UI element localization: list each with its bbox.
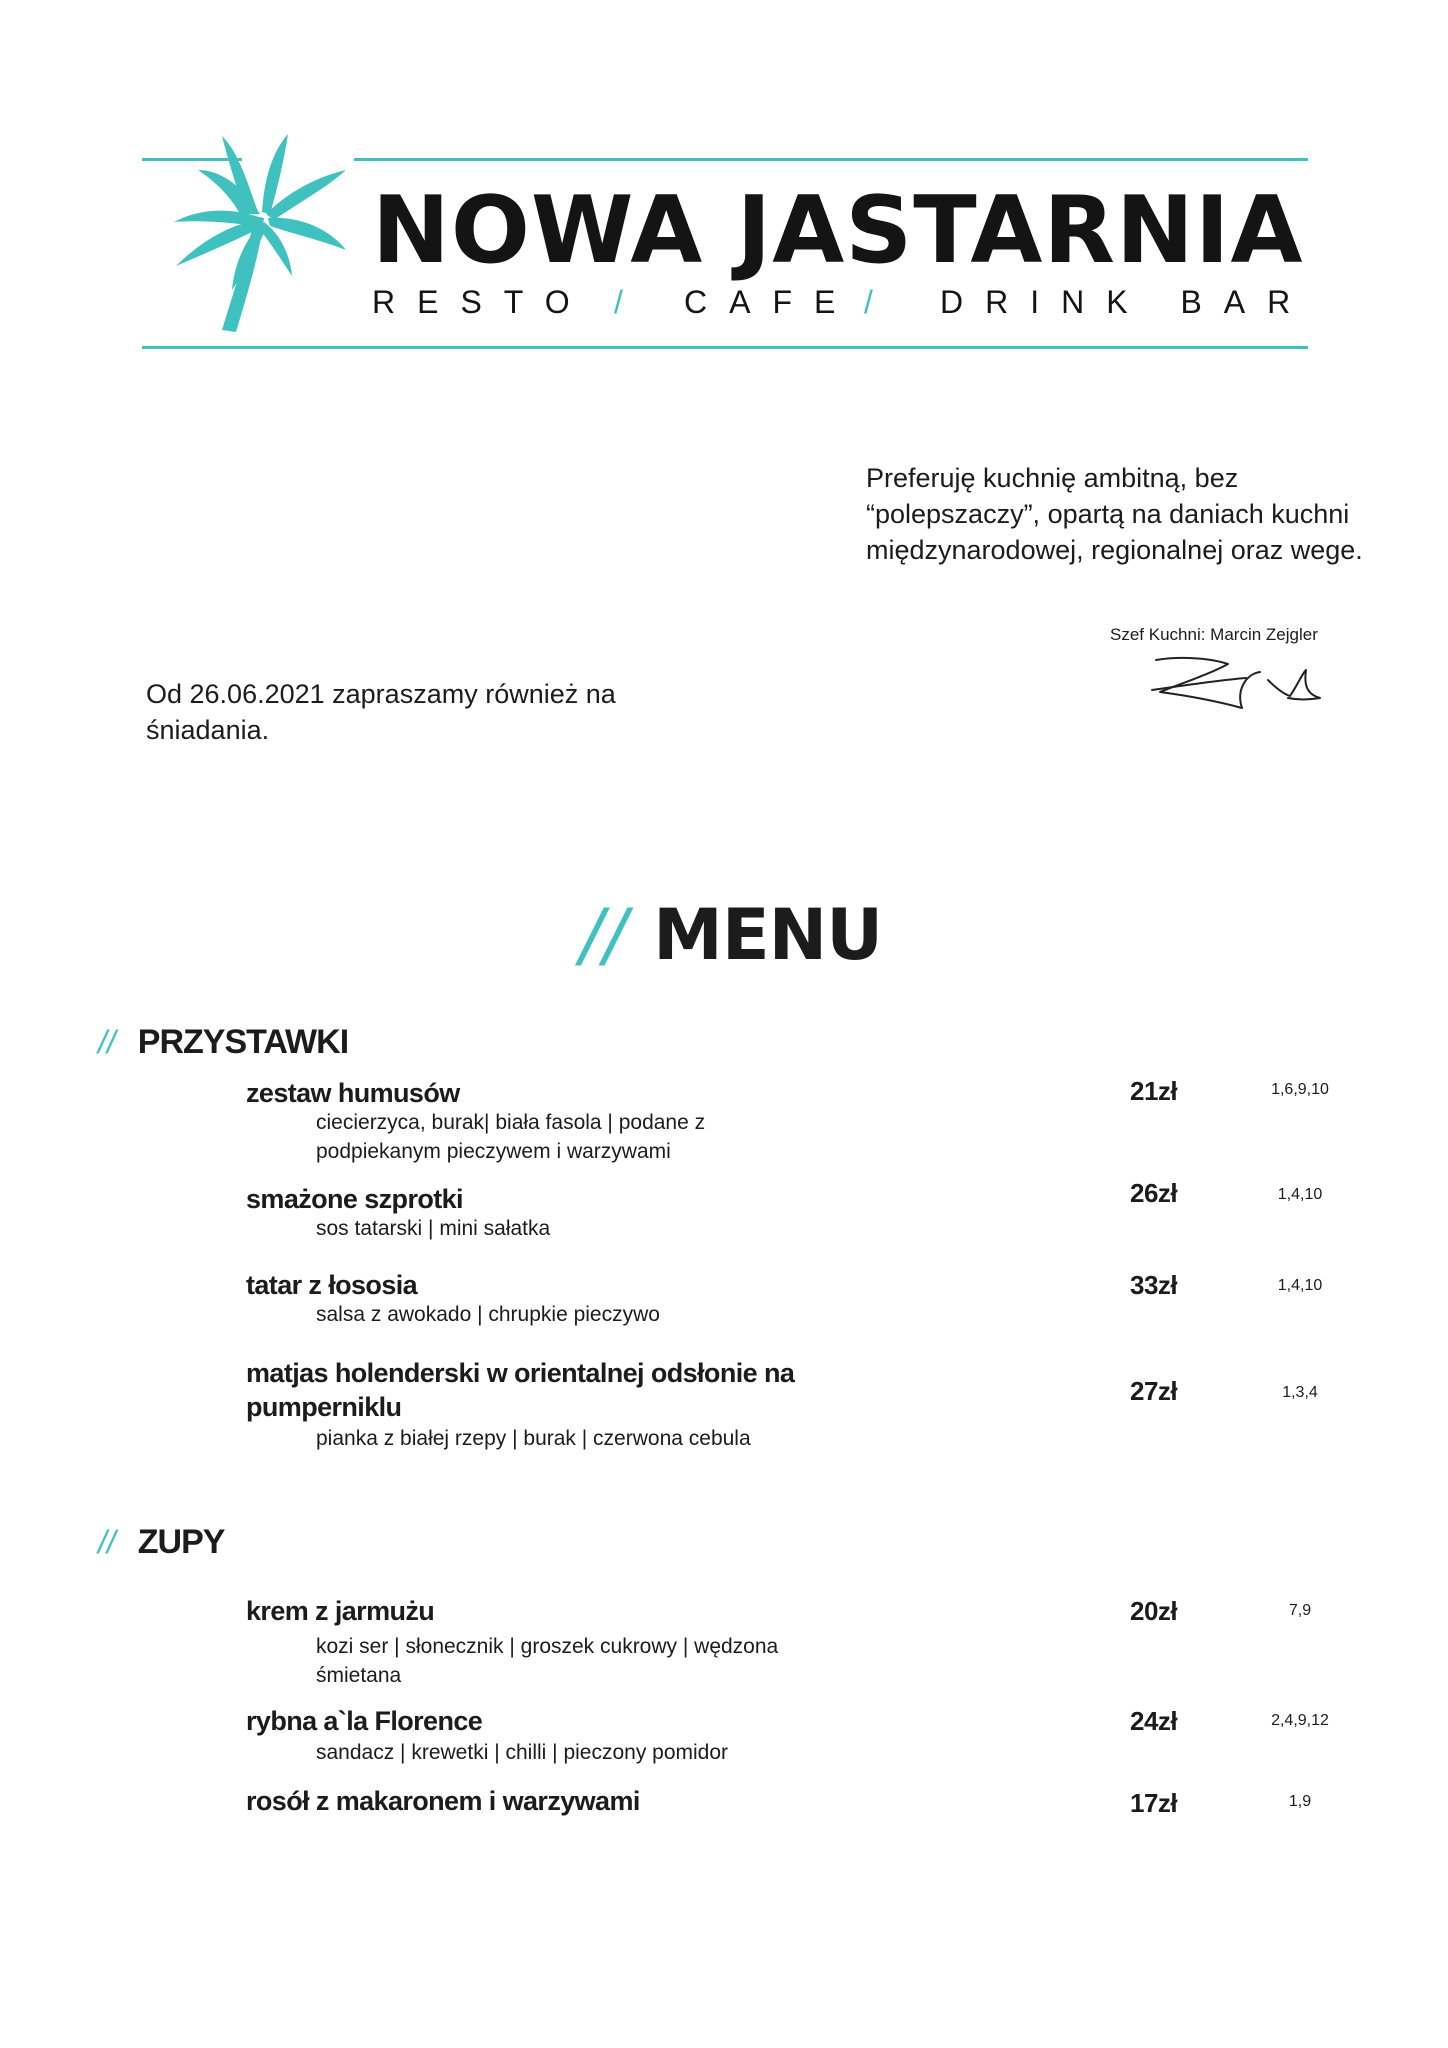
item-name: krem z jarmużu bbox=[246, 1596, 435, 1626]
chef-quote: Preferuję kuchnię ambitną, bez “polepszaczy”, opartą na daniach kuchni międzynarodowej, regionalnej oraz wege. bbox=[866, 463, 1363, 565]
menu-title bbox=[580, 890, 882, 980]
palm-tree-icon bbox=[160, 130, 365, 335]
header-bottom-rule bbox=[142, 346, 1308, 349]
item-price: 20zł bbox=[1130, 1596, 1178, 1626]
tagline-separator: / bbox=[864, 284, 873, 320]
item-allergens: 7,9 bbox=[1288, 1602, 1312, 1619]
item-allergens: 1,4,10 bbox=[1277, 1186, 1323, 1203]
item-price: 21zł bbox=[1130, 1076, 1178, 1106]
item-name: rosół z makaronem i warzywami bbox=[246, 1786, 640, 1816]
item-description: kozi ser | słonecznik | groszek cukrowy | wędzona śmietana bbox=[316, 1635, 779, 1687]
item-price: 27zł bbox=[1130, 1376, 1178, 1406]
breakfast-note: Od 26.06.2021 zapraszamy również na śniadania. bbox=[146, 679, 616, 745]
item-price: 33zł bbox=[1130, 1270, 1178, 1300]
header-top-rule-right bbox=[354, 158, 1308, 161]
item-description: salsa z awokado | chrupkie pieczywo bbox=[316, 1303, 660, 1326]
menu-title-word: MENU bbox=[653, 894, 883, 976]
section-slashes: // bbox=[98, 1024, 116, 1060]
chef-name: Szef Kuchni: Marcin Zejgler bbox=[1110, 625, 1318, 644]
section-header-przystawki bbox=[98, 1020, 348, 1064]
brand-name: NOWA JASTARNIA bbox=[372, 176, 1304, 284]
tagline bbox=[372, 282, 1313, 322]
item-allergens: 1,4,10 bbox=[1277, 1277, 1323, 1294]
item-allergens: 1,3,4 bbox=[1282, 1384, 1318, 1401]
item-price: 17zł bbox=[1130, 1788, 1178, 1818]
tagline-cafe: CAFE bbox=[684, 284, 858, 320]
item-description: sandacz | krewetki | chilli | pieczony pomidor bbox=[316, 1741, 729, 1764]
chef-signature bbox=[1150, 650, 1325, 715]
item-price: 24zł bbox=[1130, 1706, 1178, 1736]
menu-slashes: // bbox=[580, 894, 628, 976]
section-title: PRZYSTAWKI bbox=[137, 1023, 349, 1061]
item-description: ciecierzyca, burak| biała fasola | podane z podpiekanym pieczywem i warzywami bbox=[316, 1111, 706, 1163]
item-description: pianka z białej rzepy | burak | czerwona cebula bbox=[316, 1427, 751, 1450]
item-name: smażone szprotki bbox=[246, 1184, 463, 1214]
section-slashes: // bbox=[98, 1524, 116, 1560]
section-title: ZUPY bbox=[137, 1523, 225, 1561]
item-name: tatar z łososia bbox=[246, 1270, 418, 1300]
tagline-resto: RESTO bbox=[372, 284, 592, 320]
item-allergens: 1,9 bbox=[1288, 1793, 1312, 1810]
item-name: rybna a`la Florence bbox=[246, 1706, 483, 1736]
item-allergens: 1,6,9,10 bbox=[1271, 1081, 1329, 1098]
item-price: 26zł bbox=[1130, 1178, 1178, 1208]
item-allergens: 2,4,9,12 bbox=[1271, 1712, 1329, 1729]
item-name: zestaw humusów bbox=[246, 1078, 460, 1108]
tagline-drink-bar: DRINK BAR bbox=[940, 284, 1313, 320]
section-header-zupy bbox=[98, 1520, 224, 1564]
item-description: sos tatarski | mini sałatka bbox=[316, 1217, 551, 1240]
item-name: matjas holenderski w orientalnej odsłonie na pumperniklu bbox=[246, 1358, 795, 1422]
tagline-separator: / bbox=[614, 284, 623, 320]
